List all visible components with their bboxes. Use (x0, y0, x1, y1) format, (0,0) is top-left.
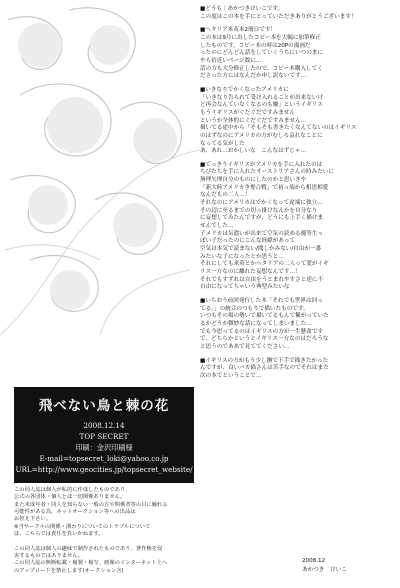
afterword-line: ■いちおう前回発行した本「それでも世界は回っ (200, 297, 323, 304)
afterword-line: もうイギリスがぐだぐだですみません (200, 109, 295, 116)
afterword-line: みたいな子になったとか思うと… (200, 253, 284, 260)
circle-name: TOP SECRET (79, 432, 129, 441)
signature-name: あかつき けいこ (302, 567, 347, 573)
note-line: 公式の各団体・個人とは一切関係ありません。 (14, 494, 126, 501)
afterword-paragraph (200, 27, 396, 81)
afterword-line: それにしても米英とかヘタリアの二人って愛がイギ (200, 261, 329, 268)
afterword-line: ちびたちを手に入れたオーストリアさんの時みたいに (200, 169, 334, 176)
afterword-line: この本は9月に出したコピー本を大幅に加筆修正 (200, 34, 321, 41)
afterword-line: 描いてる途中から「そもそも書きたくなんてないのはイギリス (200, 125, 357, 132)
note-line: お控え下さい。 (14, 516, 52, 523)
afterword-line: なんだもの二人…！ (200, 192, 251, 199)
afterword-line: 次の本でということで… (200, 372, 262, 379)
afterword-line: なってる気がした (200, 140, 245, 147)
afterword-line: リス一方なのに離れた妄想なんです…！ (200, 269, 301, 275)
note-line: 可能性がある為、ネットオークション等への出品は (14, 509, 136, 516)
afterword-line: あ、あれ…おかしいな こんなはずじゃ… (200, 148, 307, 155)
afterword-line: それでもすずれは自由をうとまれやすさと逆に不 (200, 276, 324, 283)
afterword-line: ■イギリスの方がもう少し撫で下手で描きたかった (200, 357, 329, 364)
contact-email: E-mail=topsecret_loki@yahoo.co.jp (39, 454, 169, 463)
note-line: ※当サークルの関係・関わりについてのトラブルについて (14, 523, 151, 530)
afterword-line: で、どちらかというとイギリス一方なのはだろうな (200, 336, 329, 343)
afterword-line: ■ヘタリア米英本2冊目です！ (200, 27, 276, 34)
note-line (14, 538, 198, 545)
afterword-line: せんでした… (200, 223, 234, 230)
afterword-paragraph (200, 358, 396, 381)
afterword-line: と思うのでああで見ててください… (200, 343, 290, 350)
afterword-line: に妄想してみたんですが、どうにも上手く描けま (200, 215, 324, 222)
afterword-line: ださった方にはなんだか申し訳ないです… (200, 73, 307, 80)
afterword-line: ぽい子だったのにこんな経緯があって (200, 238, 296, 245)
afterword-line: 「新大陸アメリカ争奪合戦」で初っ端から相思相愛 (200, 184, 329, 191)
rose-illustration (0, 0, 200, 340)
afterword-column (200, 6, 396, 387)
afterword-line: のはずなのにアメリカの方がむしろ哀れなことに (200, 132, 323, 139)
legal-notes (14, 487, 198, 575)
afterword-line: るかどうか微妙な話になってしまいました… (200, 320, 312, 327)
note-line: この同人誌は個人の趣味で制作されたものであり、著作権を侵 (14, 545, 163, 552)
afterword-line: ■てっきりイギリスがアメリカを手に入れたのは (200, 161, 323, 168)
colophon-box (14, 387, 194, 483)
afterword-line: ど再会なんていなくなるのも嫌」というイギリス (200, 102, 323, 109)
afterword-line: この度はこの本を手にとっていただきありがとうございます！ (200, 13, 357, 20)
afterword-line: 子メリカは気遣いが出来て空気の読める優等生っ (200, 230, 324, 237)
afterword-line: んですが、良いバカ猫さんは苦手なのでそれはまた (200, 365, 329, 372)
afterword-line: ■いきなりでかくなったアメリカに (200, 86, 289, 93)
afterword-paragraph (200, 87, 396, 156)
afterword-line: というか全体的にぐだぐだですみません… (200, 117, 307, 124)
afterword-line: てる。」の統合のつもりで描いたものです。 (200, 305, 309, 312)
signature (302, 557, 347, 575)
note-line: は、こちらでは責任を負いかねます。 (14, 531, 104, 538)
afterword-line: 話の方も大分修正したので、コピー本購入してく (200, 65, 323, 72)
afterword-line: でも今思ってるのはイギリスの方が一生懸命です (200, 328, 323, 335)
afterword-line: したものです。コピー本の時は20Pの漫画だ (200, 42, 311, 49)
afterword-line: ったのにどんどん話をしていくうちにいつのまに (200, 50, 324, 57)
afterword-paragraph (200, 6, 396, 21)
website-url: URL=http://www.geocities.jp/topsecret_website/ (15, 465, 193, 474)
afterword-paragraph (200, 298, 396, 352)
afterword-line: やら倍近いページ数に… (200, 57, 262, 64)
afterword-line: 無理矢理自分のものにしたのかと思いきや (200, 177, 307, 184)
issue-date: 2008.12.14 (83, 421, 125, 430)
afterword-line: 自由になってちゃいう典型みたいな (200, 284, 290, 291)
afterword-paragraph (200, 162, 396, 292)
note-line: のアップロードを禁止します(オークション含) (14, 567, 124, 574)
afterword-line: 「いきなり告られて受け入れることが出来ないけ (200, 94, 324, 101)
signature-date: 2008.12 (302, 558, 326, 564)
note-line: この同人誌は個人が私的に作成したものであり、 (14, 487, 131, 493)
note-line: また未成年者・同人を知らない一般の方や関係者等の目に触れる (14, 501, 168, 508)
printer-name: 印刷：金沢印刷様 (75, 443, 133, 452)
note-line: 害するものではありません。 (14, 553, 84, 560)
book-title: 飛べない鳥と棘の花 (38, 398, 170, 414)
afterword-line: それなのにアメリカはでかくなって途端に独立… (200, 200, 323, 207)
afterword-line: その辺に至るまでの切っ掛けなんかを自分なり (200, 207, 318, 214)
note-line: この同人誌の無断転載・複製・複写、画像のインターネット上へ (14, 560, 168, 567)
afterword-line: 空気は本気で読まない/聞しかみない/自由が一番 (200, 246, 322, 253)
afterword-line: いつもその場の勢いで描いてるもんで繋がっていた (200, 313, 329, 320)
afterword-line: ■どうも｜あかつきけいこです。 (200, 6, 284, 12)
